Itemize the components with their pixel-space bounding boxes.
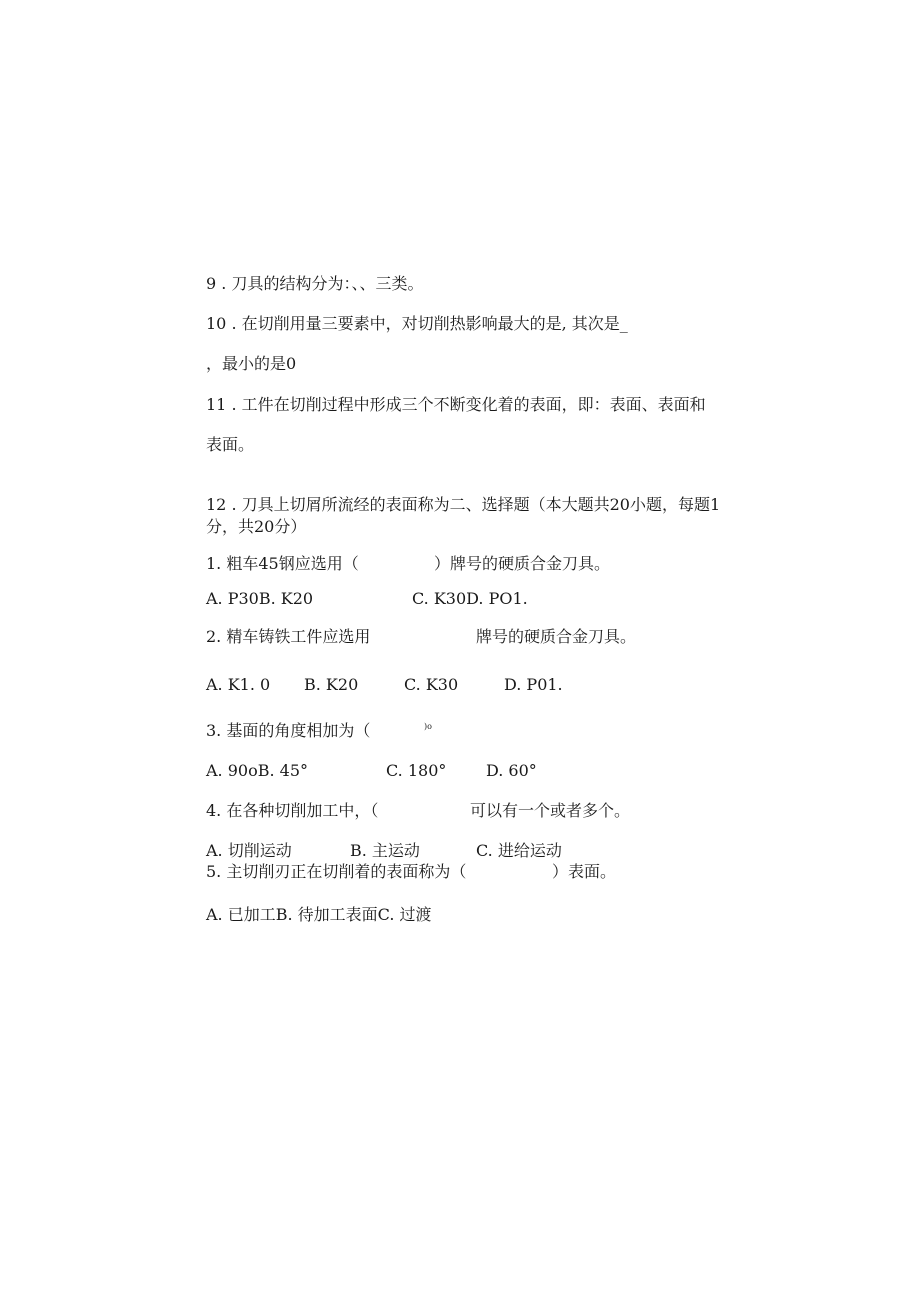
choice-q4-stem xyxy=(206,801,726,821)
choice-q1-stem-end: ）牌号的硬质合金刀具。 xyxy=(434,554,611,573)
choice-q2-stem-start: 2. 精车铸铁工件应选用 xyxy=(206,627,371,646)
choice-q5-stem xyxy=(206,862,726,882)
choice-q2-option-b: B. K20 xyxy=(304,675,359,694)
choice-q3-options xyxy=(206,761,726,781)
choice-q1-options xyxy=(206,589,726,609)
choice-q4-stem-start: 4. 在各种切削加工中，（ xyxy=(206,801,379,820)
choice-q5-options: A. 已加工B. 待加工表面C. 过渡 xyxy=(206,905,432,924)
choice-q3-option-d: D. 60° xyxy=(486,761,537,780)
choice-q3-option-ab: A. 90oB. 45° xyxy=(206,761,309,780)
question-11-line-2: 表面。 xyxy=(206,435,255,454)
question-11-line-1: 11 . 工件在切削过程中形成三个不断变化着的表面，即：表面、表面和 xyxy=(206,395,706,414)
choice-q4-stem-end: 可以有一个或者多个。 xyxy=(470,801,631,820)
choice-q2-stem xyxy=(206,627,726,647)
choice-q3-stem-mark: )o xyxy=(424,722,432,731)
question-10-line-1: 10 . 在切削用量三要素中，对切削热影响最大的是, 其次是_ xyxy=(206,314,628,333)
choice-q1-option-cd: C. K30D. PO1. xyxy=(412,589,528,608)
question-12-line-2: 分，共20分） xyxy=(206,517,307,536)
choice-q3-stem xyxy=(206,721,726,741)
choice-q5-stem-start: 5. 主切削刃正在切削着的表面称为（ xyxy=(206,862,467,881)
choice-q2-stem-end: 牌号的硬质合金刀具。 xyxy=(476,627,637,646)
question-12-line-1: 12 . 刀具上切屑所流经的表面称为二、选择题（本大题共20小题，每题1 xyxy=(206,495,721,514)
choice-q2-option-d: D. P01. xyxy=(504,675,563,694)
choice-q4-options xyxy=(206,841,726,861)
question-9: 9 . 刀具的结构分为：、、三类。 xyxy=(206,274,424,293)
choice-q2-option-c: C. K30 xyxy=(404,675,459,694)
choice-q4-option-b: B. 主运动 xyxy=(350,841,420,860)
choice-q1-stem-start: 1. 粗车45钢应选用（ xyxy=(206,554,359,573)
choice-q2-options xyxy=(206,675,726,695)
choice-q4-option-c: C. 进给运动 xyxy=(476,841,562,860)
choice-q3-option-c: C. 180° xyxy=(386,761,447,780)
choice-q1-stem xyxy=(206,554,726,574)
choice-q4-option-a: A. 切削运动 xyxy=(206,841,292,860)
choice-q1-option-ab: A. P30B. K20 xyxy=(206,589,314,608)
choice-q5-stem-end: ）表面。 xyxy=(552,862,617,881)
choice-q2-option-a: A. K1. 0 xyxy=(206,675,271,694)
choice-q3-stem-text: 3. 基面的角度相加为（ xyxy=(206,721,371,740)
question-10-line-2: ，最小的是0 xyxy=(206,354,297,373)
